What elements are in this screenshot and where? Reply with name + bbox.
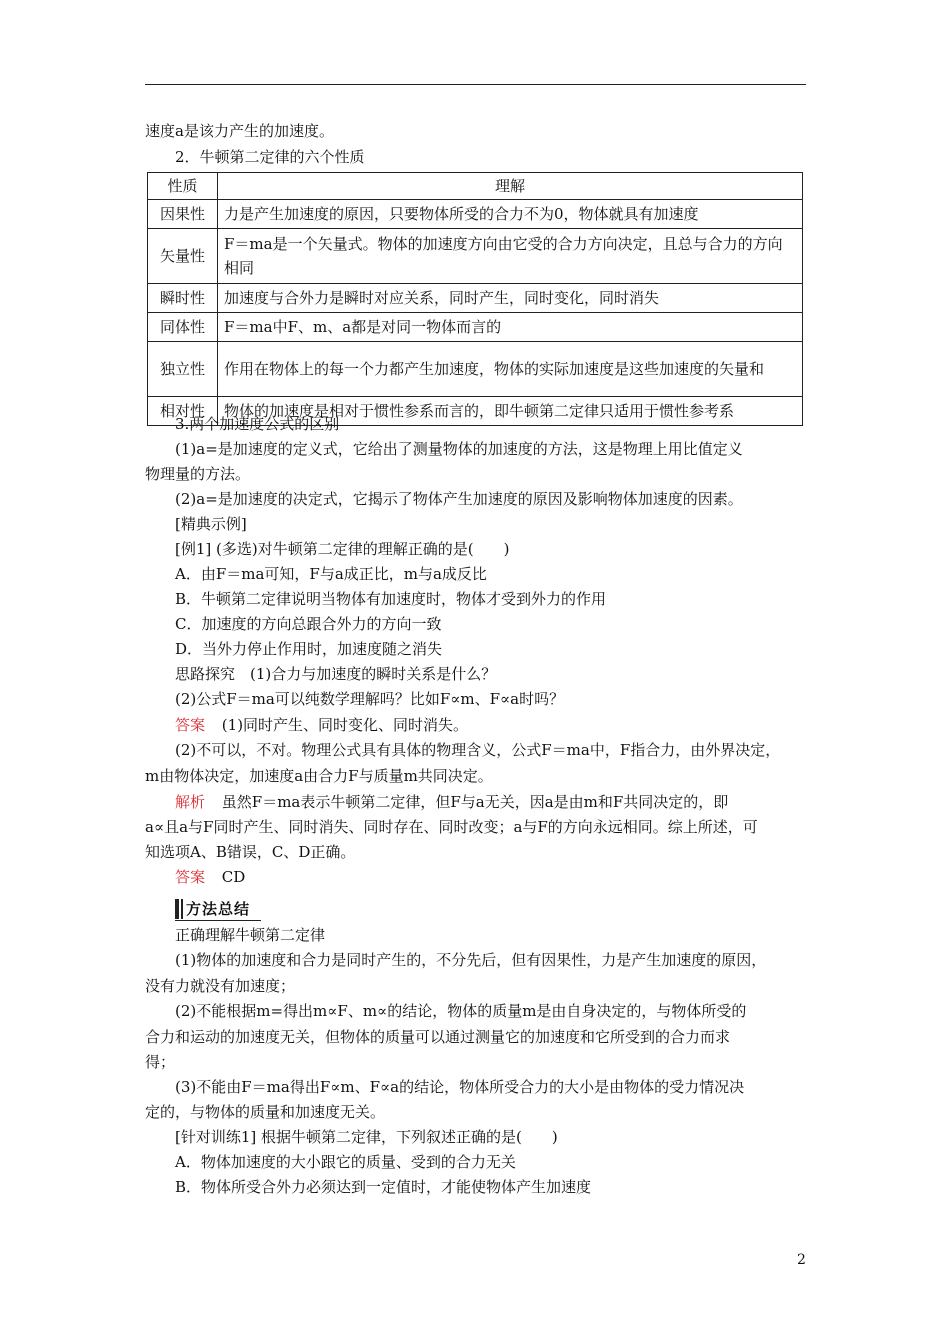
table-cell-property: 相对性 bbox=[148, 397, 218, 426]
text-line: A．由F＝ma可知，F与a成正比，m与a成反比 bbox=[175, 565, 487, 583]
answer-label: 答案 bbox=[175, 868, 206, 886]
header-rule bbox=[145, 84, 806, 85]
method-summary-heading: 方法总结 bbox=[175, 898, 261, 920]
table-cell-explanation: 加速度与合外力是瞬时对应关系，同时产生，同时变化，同时消失 bbox=[218, 284, 803, 313]
table-row bbox=[148, 200, 803, 229]
text-line: D．当外力停止作用时，加速度随之消失 bbox=[175, 640, 443, 658]
text-line: (3)不能由F＝ma得出F∝m、F∝a的结论，物体所受合力的大小是由物体的受力情况决 bbox=[175, 1078, 745, 1096]
text-line: m由物体决定，加速度a由合力F与质量m共同决定。 bbox=[145, 767, 493, 785]
text-line: [针对训练1] 根据牛顿第二定律，下列叙述正确的是( ) bbox=[175, 1128, 558, 1146]
table-cell-explanation: F＝ma中F、m、a都是对同一物体而言的 bbox=[218, 313, 803, 342]
heading-bar bbox=[181, 899, 183, 919]
table-row bbox=[148, 284, 803, 313]
text-line: C．加速度的方向总跟合外力的方向一致 bbox=[175, 615, 442, 633]
table-row bbox=[148, 342, 803, 397]
text-line: 没有力就没有加速度； bbox=[145, 977, 296, 995]
text-line: 3.两个加速度公式的区别 bbox=[175, 415, 340, 433]
table-cell-property: 瞬时性 bbox=[148, 284, 218, 313]
text-line: (2)a=是加速度的决定式，它揭示了物体产生加速度的原因及影响物体加速度的因素。 bbox=[175, 490, 743, 508]
text-line: 定的，与物体的质量和加速度无关。 bbox=[145, 1103, 386, 1121]
text-line: [例1] (多选)对牛顿第二定律的理解正确的是( ) bbox=[175, 540, 510, 558]
text-line: a∝且a与F同时产生、同时消失、同时存在、同时改变；a与F的方向永远相同。综上所述，可 bbox=[145, 818, 758, 836]
analysis-label: 解析 bbox=[175, 793, 206, 811]
table-header-cell: 性质 bbox=[148, 173, 218, 200]
text-line: (1)a=是加速度的定义式，它给出了测量物体的加速度的方法，这是物理上用比值定义 bbox=[175, 440, 743, 458]
text-line: 速度a是该力产生的加速度。 bbox=[145, 122, 334, 140]
heading-underline bbox=[175, 920, 261, 921]
answer-line: 答案 (1)同时产生、同时变化、同时消失。 bbox=[175, 716, 469, 734]
table-row bbox=[148, 313, 803, 342]
text-line: 2．牛顿第二定律的六个性质 bbox=[175, 148, 365, 166]
properties-table bbox=[147, 172, 803, 426]
text-line: (2)不能根据m=得出m∝F、m∝的结论，物体的质量m是由自身决定的，与物体所受的 bbox=[175, 1002, 747, 1020]
text-line: (1)物体的加速度和合力是同时产生的，不分先后，但有因果性，力是产生加速度的原因， bbox=[175, 951, 767, 969]
text-line: 得； bbox=[145, 1053, 176, 1071]
table-cell-property: 同体性 bbox=[148, 313, 218, 342]
table-cell-explanation: 作用在物体上的每一个力都产生加速度，物体的实际加速度是这些加速度的矢量和 bbox=[218, 342, 803, 397]
text-line: (2)公式F＝ma可以纯数学理解吗？比如F∝m、F∝a时吗？ bbox=[175, 690, 565, 708]
table-cell-explanation: F＝ma是一个矢量式。物体的加速度方向由它受的合力方向决定，且总与合力的方向相同 bbox=[218, 229, 803, 284]
text-line: 思路探究 (1)合力与加速度的瞬时关系是什么？ bbox=[175, 665, 497, 683]
table-header-cell: 理解 bbox=[218, 173, 803, 200]
answer-line: 答案 CD bbox=[175, 868, 246, 886]
answer-label: 答案 bbox=[175, 716, 206, 734]
table-row bbox=[148, 229, 803, 284]
text-line: 正确理解牛顿第二定律 bbox=[175, 926, 326, 944]
table-cell-property: 矢量性 bbox=[148, 229, 218, 284]
table-header-row bbox=[148, 173, 803, 200]
analysis-line: 解析 虽然F＝ma表示牛顿第二定律，但F与a无关，因a是由m和F共同决定的，即 bbox=[175, 793, 729, 811]
table-cell-property: 因果性 bbox=[148, 200, 218, 229]
table-cell-explanation: 力是产生加速度的原因，只要物体所受的合力不为0，物体就具有加速度 bbox=[218, 200, 803, 229]
text-line: 物理量的方法。 bbox=[145, 465, 251, 483]
text-line: (2)不可以，不对。物理公式具有具体的物理含义，公式F＝ma中，F指合力，由外界决定， bbox=[175, 741, 781, 759]
page-number: 2 bbox=[797, 1252, 806, 1268]
text-line: B．牛顿第二定律说明当物体有加速度时，物体才受到外力的作用 bbox=[175, 590, 607, 608]
table-cell-property: 独立性 bbox=[148, 342, 218, 397]
text-line: A．物体加速度的大小跟它的质量、受到的合力无关 bbox=[175, 1153, 516, 1171]
text-line: B．物体所受合外力必须达到一定值时，才能使物体产生加速度 bbox=[175, 1178, 592, 1196]
heading-bar bbox=[175, 899, 179, 919]
table-cell-explanation: 物体的加速度是相对于惯性参系而言的，即牛顿第二定律只适用于惯性参考系 bbox=[218, 397, 803, 426]
text-line: [精典示例] bbox=[175, 515, 247, 533]
text-line: 合力和运动的加速度无关，但物体的质量可以通过测量它的加速度和它所受到的合力而求 bbox=[145, 1028, 731, 1046]
text-line: 知选项A、B错误，C、D正确。 bbox=[145, 843, 356, 861]
